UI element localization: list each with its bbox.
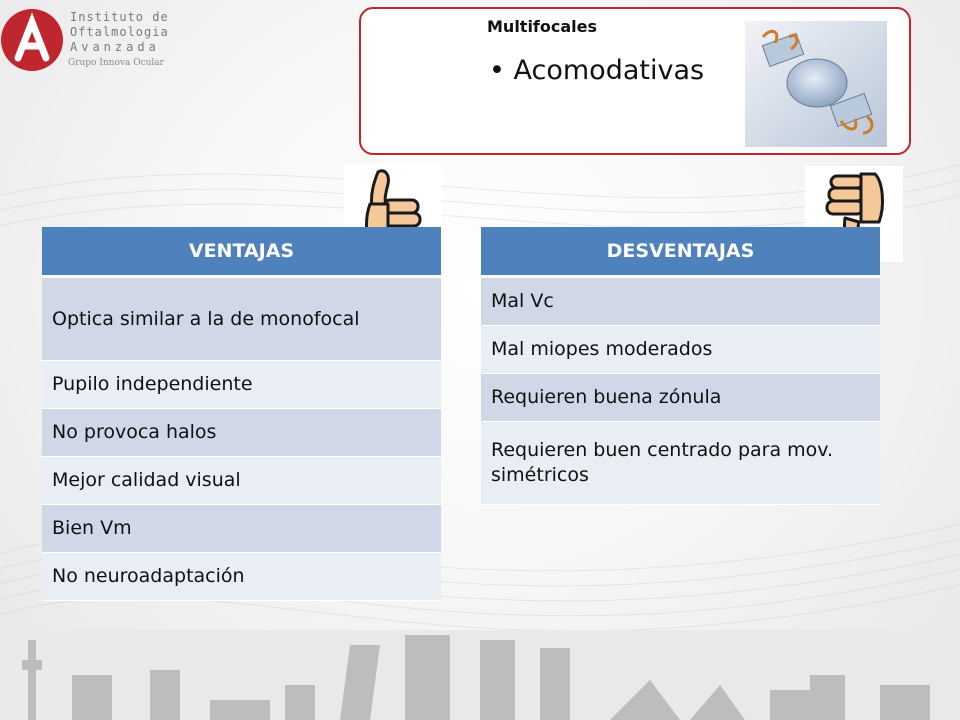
logo-line-4: Grupo Innova Ocular [68,58,164,68]
bullet-acomodativas: • Acomodativas [489,55,705,86]
ventajas-cell: Mejor calidad visual [42,457,441,505]
table-row [42,553,441,601]
table-row [42,361,441,409]
ventajas-cell: Optica similar a la de monofocal [42,277,441,361]
desventajas-table [481,227,880,505]
table-row [481,422,880,505]
desventajas-cell: Requieren buena zónula [481,374,880,422]
desventajas-cell: Requieren buen centrado para mov. simétricos [481,422,880,505]
table-row [42,277,441,361]
ventajas-cell: No neuroadaptación [42,553,441,601]
table-row [42,409,441,457]
logo-line-2: Oftalmologia [70,25,169,39]
logo-line-3: Avanzada [70,40,160,54]
table-row [42,457,441,505]
desventajas-cell: Mal Vc [481,277,880,326]
table-row [481,326,880,374]
ventajas-cell: Pupilo independiente [42,361,441,409]
table-row [481,277,880,326]
institute-logo [0,2,168,74]
table-row [42,505,441,553]
ventajas-header: VENTAJAS [42,227,441,277]
ventajas-cell: Bien Vm [42,505,441,553]
logo-line-1: Instituto de [70,10,169,24]
ventajas-table [42,227,441,601]
ventajas-cell: No provoca halos [42,409,441,457]
table-row [481,374,880,422]
desventajas-header: DESVENTAJAS [481,227,880,277]
slide-heading: Multifocales [487,17,598,36]
logo-a-icon [0,8,64,72]
desventajas-cell: Mal miopes moderados [481,326,880,374]
city-skyline-image [0,630,960,720]
accommodative-lens-image [745,21,887,147]
title-box [359,7,911,155]
